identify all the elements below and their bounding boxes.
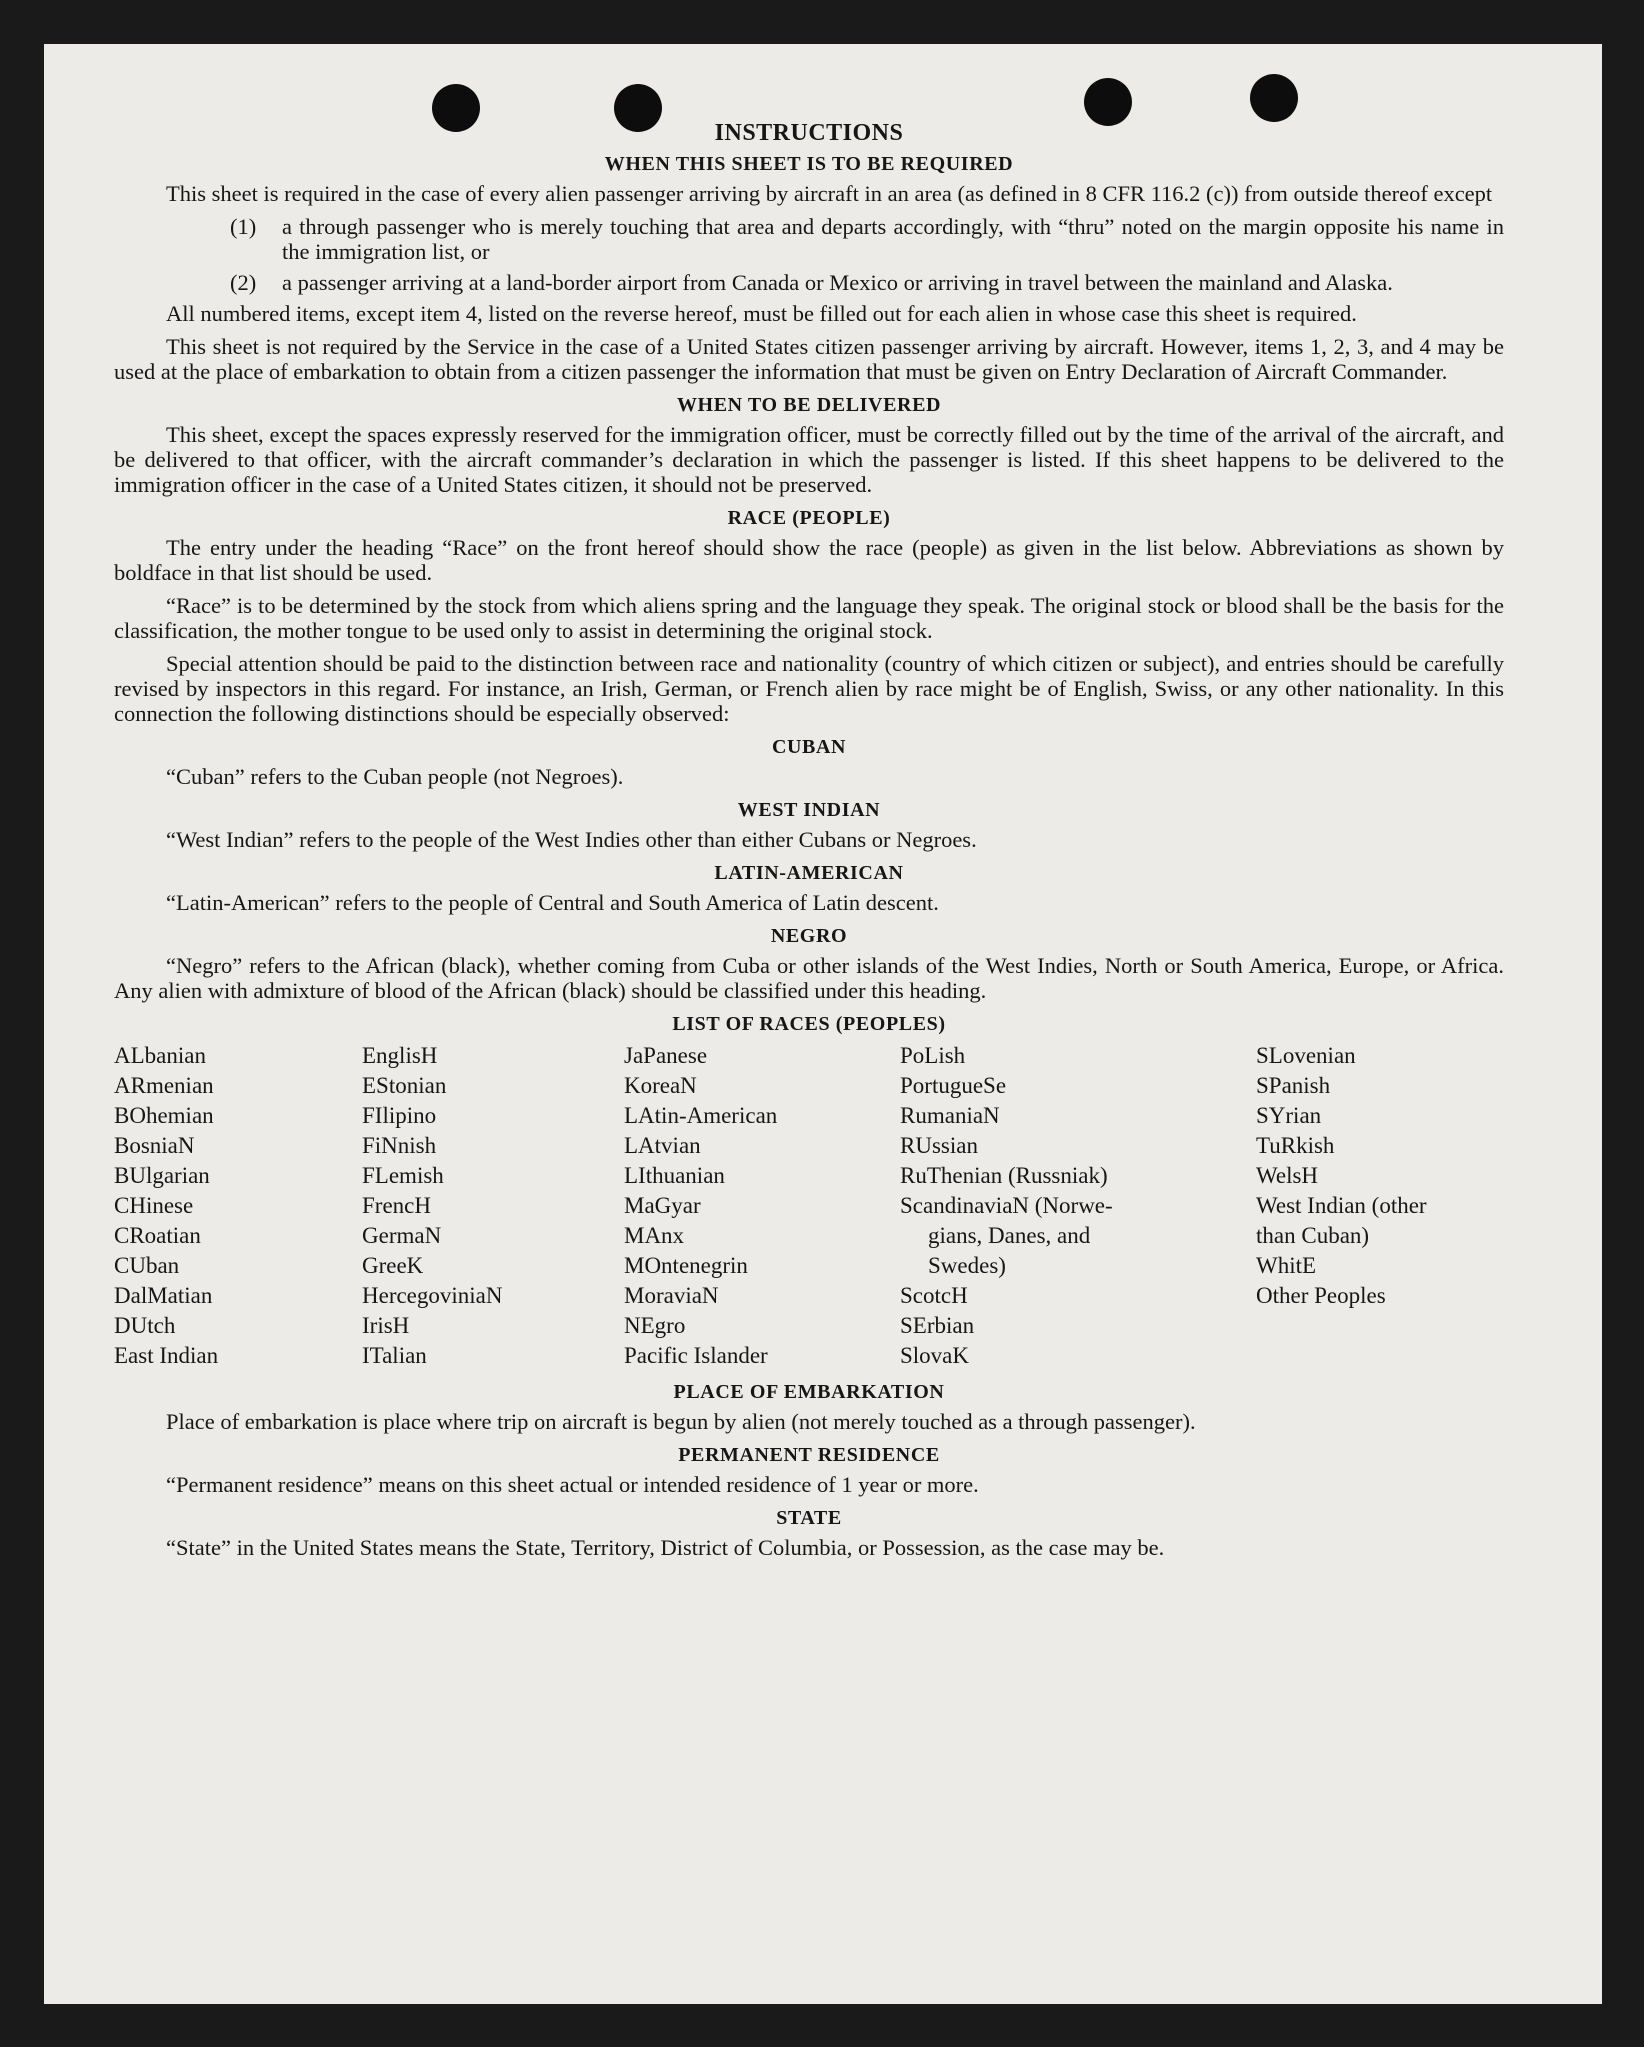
race-entry: ScandinaviaN (Norwe- — [900, 1193, 1113, 1218]
paragraph: “Cuban” refers to the Cuban people (not Negroes). — [166, 764, 624, 789]
race-entry: ScotcH — [900, 1283, 968, 1308]
race-entry: FrencH — [362, 1193, 431, 1218]
section-heading: WEST INDIAN — [737, 799, 881, 821]
paragraph: “Latin-American” refers to the people of Central and South America of Latin descent. — [166, 890, 939, 915]
section-heading: PLACE OF EMBARKATION — [673, 1381, 945, 1403]
section-heading: LIST OF RACES (PEOPLES) — [672, 1013, 946, 1035]
race-entry: MOntenegrin — [624, 1253, 748, 1278]
item-number: (2) — [230, 270, 257, 295]
race-entry: EnglisH — [362, 1043, 438, 1068]
section-heading: LATIN-AMERICAN — [714, 862, 904, 884]
races-list — [114, 1041, 1504, 1371]
item-number: (1) — [230, 214, 257, 239]
race-entry: TuRkish — [1256, 1133, 1335, 1158]
paragraph: Place of embarkation is place where trip on aircraft is begun by alien (not merely touched as a through passenger). — [166, 1409, 1196, 1434]
paragraph: This sheet, except the spaces expressly reserved for the immigration officer, must be correctly filled out by the time of the arrival of the aircraft, and be delivered to that officer, with the aircraft commander’s declaration in which the passenger is listed. If this sheet happens to be delivered to the immigration officer in the case of a United States citizen, it should not be preserved. — [114, 422, 1504, 497]
race-entry: CRoatian — [114, 1223, 201, 1248]
paragraph: “West Indian” refers to the people of the West Indies other than either Cubans or Negroes. — [166, 827, 977, 852]
race-entry: KoreaN — [624, 1073, 697, 1098]
race-entry: JaPanese — [624, 1043, 708, 1068]
race-entry: BUlgarian — [114, 1163, 210, 1188]
race-entry: HercegoviniaN — [362, 1283, 503, 1308]
race-entry: CHinese — [114, 1193, 194, 1218]
race-entry: GermaN — [362, 1223, 442, 1248]
instructions-content — [114, 120, 1504, 1568]
race-entry: DUtch — [114, 1313, 176, 1338]
race-entry: SErbian — [900, 1313, 975, 1338]
race-entry: Pacific Islander — [624, 1343, 768, 1368]
race-entry: West Indian (other — [1256, 1193, 1427, 1218]
race-entry: RUssian — [900, 1133, 978, 1158]
race-entry: GreeK — [362, 1253, 424, 1278]
race-entry: DalMatian — [114, 1283, 213, 1308]
race-entry: Other Peoples — [1256, 1283, 1386, 1308]
section-heading: WHEN THIS SHEET IS TO BE REQUIRED — [604, 153, 1014, 175]
list-item — [230, 214, 1504, 264]
section-heading: RACE (PEOPLE) — [727, 507, 891, 529]
race-entry: PortugueSe — [900, 1073, 1007, 1098]
paragraph: “State” in the United States means the State, Territory, District of Columbia, or Possession, as the case may be. — [166, 1535, 1165, 1560]
paragraph: All numbered items, except item 4, listed on the reverse hereof, must be filled out for each alien in whose case this sheet is required. — [166, 301, 1357, 326]
race-entry: SPanish — [1256, 1073, 1331, 1098]
paragraph: This sheet is required in the case of every alien passenger arriving by aircraft in an area (as defined in 8 CFR 116.2 (c)) from outside thereof except — [166, 181, 1493, 206]
race-entry: MAnx — [624, 1223, 685, 1248]
item-text: a passenger arriving at a land-border airport from Canada or Mexico or arriving in travel between the mainland and Alaska. — [282, 270, 1393, 295]
race-entry: LAtin-American — [624, 1103, 778, 1128]
list-item — [230, 270, 1504, 295]
race-entry: MaGyar — [624, 1193, 701, 1218]
race-entry: IrisH — [362, 1313, 410, 1338]
race-entry: gians, Danes, and — [928, 1223, 1091, 1248]
paragraph: “Permanent residence” means on this sheet actual or intended residence of 1 year or more. — [166, 1472, 979, 1497]
item-text: a through passenger who is merely touching that area and departs accordingly, with “thru” noted on the margin opposite his name in the immigration list, or — [282, 214, 1504, 264]
races-column — [900, 1041, 1256, 1371]
race-entry: LIthuanian — [624, 1163, 725, 1188]
paragraph: Special attention should be paid to the distinction between race and nationality (country of which citizen or subject), and entries should be carefully revised by inspectors in this regard. For instance, an Irish, German, or French alien by race might be of English, Swiss, or any other nationality. In this connection the following distinctions should be especially observed: — [114, 651, 1504, 726]
punch-hole — [1250, 74, 1298, 122]
race-entry: ARmenian — [114, 1073, 214, 1098]
race-entry: LAtvian — [624, 1133, 701, 1158]
race-entry: RumaniaN — [900, 1103, 1000, 1128]
race-entry: ITalian — [362, 1343, 427, 1368]
race-entry: WelsH — [1256, 1163, 1319, 1188]
race-entry: PoLish — [900, 1043, 966, 1068]
race-entry: Swedes) — [928, 1253, 1006, 1278]
race-entry: East Indian — [114, 1343, 219, 1368]
paragraph: “Negro” refers to the African (black), whether coming from Cuba or other islands of the West Indies, North or South America, Europe, or Africa. Any alien with admixture of blood of the African (black) should be classified under this heading. — [114, 953, 1504, 1003]
race-entry: RuThenian (Russniak) — [900, 1163, 1108, 1188]
race-entry: EStonian — [362, 1073, 447, 1098]
races-column — [624, 1041, 900, 1371]
instruction-sheet — [44, 44, 1602, 2004]
race-entry: WhitE — [1256, 1253, 1317, 1278]
race-entry: CUban — [114, 1253, 180, 1278]
race-entry: SlovaK — [900, 1343, 969, 1368]
races-column — [362, 1041, 624, 1371]
race-entry: FLemish — [362, 1163, 444, 1188]
races-column — [114, 1041, 362, 1371]
race-entry: than Cuban) — [1256, 1223, 1370, 1248]
race-entry: SLovenian — [1256, 1043, 1356, 1068]
section-heading: PERMANENT RESIDENCE — [678, 1444, 940, 1466]
race-entry: NEgro — [624, 1313, 686, 1338]
paragraph: “Race” is to be determined by the stock from which aliens spring and the language they speak. The original stock or blood shall be the basis for the classification, the mother tongue to be used only to assist in determining the original stock. — [114, 593, 1504, 643]
punch-hole — [1084, 78, 1132, 126]
section-heading: WHEN TO BE DELIVERED — [676, 394, 942, 416]
race-entry: BosniaN — [114, 1133, 195, 1158]
race-entry: FIlipino — [362, 1103, 437, 1128]
race-entry: ALbanian — [114, 1043, 206, 1068]
race-entry: BOhemian — [114, 1103, 214, 1128]
section-heading: NEGRO — [770, 925, 848, 947]
race-entry: MoraviaN — [624, 1283, 719, 1308]
section-heading: STATE — [776, 1507, 842, 1529]
race-entry: SYrian — [1256, 1103, 1322, 1128]
page-title: INSTRUCTIONS — [714, 120, 904, 146]
paragraph: This sheet is not required by the Service in the case of a United States citizen passenger arriving by aircraft. However, items 1, 2, 3, and 4 may be used at the place of embarkation to obtain from a citizen passenger the information that must be given on Entry Declaration of Aircraft Commander. — [114, 334, 1504, 384]
race-entry: FiNnish — [362, 1133, 437, 1158]
section-heading: CUBAN — [771, 736, 847, 758]
races-column — [1256, 1041, 1504, 1371]
paragraph: The entry under the heading “Race” on the front hereof should show the race (people) as given in the list below. Abbreviations as shown by boldface in that list should be used. — [114, 535, 1504, 585]
